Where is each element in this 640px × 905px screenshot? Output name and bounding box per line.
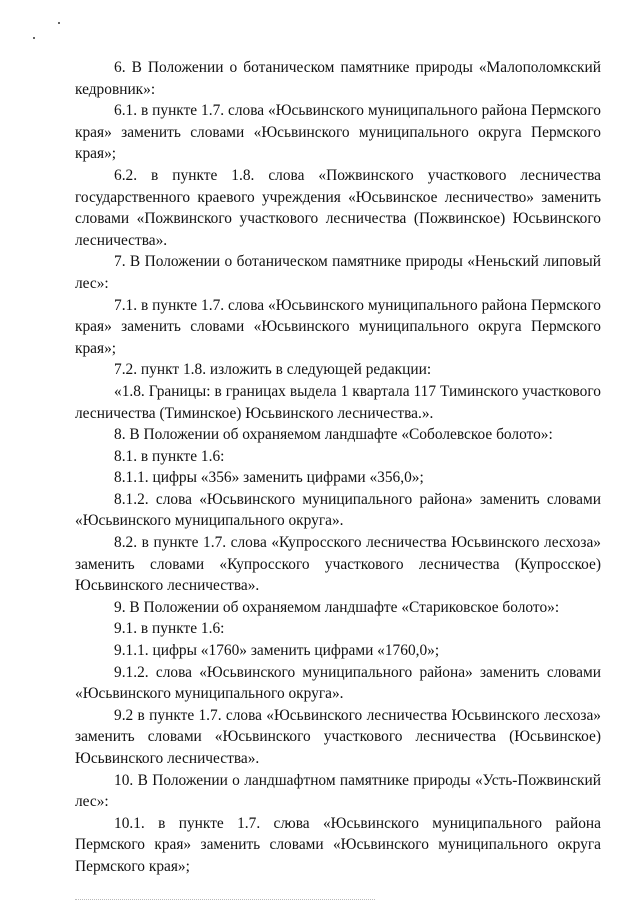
paragraph-9-2: 9.2 в пункте 1.7. слова «Юсьвинского лесничества Юсьвинского лесхоза» заменить словами «Юсьвинского участкового лесничества (Юсьвинское) Юсьвинского лесничества». xyxy=(75,706,601,767)
paragraph-7-2: 7.2. пункт 1.8. изложить в следующей редакции: xyxy=(114,361,432,379)
paragraph-8-2: 8.2. в пункте 1.7. слова «Купросского лесничества Юсьвинского лесхоза» заменить словами «Купросского участкового лесничества (Купросское) Юсьвинского лесничества». xyxy=(75,534,601,595)
paragraph-7-1: 7.1. в пункте 1.7. слова «Юсьвинского муниципального района Пермского края» заменить словами «Юсьвинского муниципального округа Пермского края»; xyxy=(75,296,601,357)
scan-speck xyxy=(58,22,60,24)
scan-footer-artifact xyxy=(75,899,375,902)
paragraph-9-1: 9.1. в пункте 1.6: xyxy=(114,620,225,638)
paragraph-8-1-2: 8.1.2. слова «Юсьвинского муниципального района» заменить словами «Юсьвинского муниципального округа». xyxy=(75,490,601,530)
document-body xyxy=(75,57,601,878)
paragraph-7: 7. В Положении о ботаническом памятнике природы «Неньский липовый лес»: xyxy=(75,253,601,292)
scan-speck xyxy=(33,37,35,39)
paragraph-6-2: 6.2. в пункте 1.8. слова «Пожвинского участкового лесничества государственного краевого учреждения «Юсьвинское лесничество» заменить словами «Пожвинского участкового лесничества (Пожвинское) Юсьвинского лесничества». xyxy=(75,166,601,249)
paragraph-10: 10. В Положении о ландшафтном памятнике природы «Усть-Пожвинский лес»: xyxy=(75,771,601,811)
paragraph-9-1-2: 9.1.2. слова «Юсьвинского муниципального района» заменить словами «Юсьвинского муниципального округа». xyxy=(75,663,601,703)
paragraph-8: 8. В Положении об охраняемом ландшафте «Соболевское болото»: xyxy=(114,426,553,444)
paragraph-8-1: 8.1. в пункте 1.6: xyxy=(114,447,225,465)
paragraph-7-2-quote: «1.8. Границы: в границах выдела 1 квартала 117 Тиминского участкового лесничества (Тиминское) Юсьвинского лесничества.». xyxy=(75,382,601,422)
paragraph-9-1-1: 9.1.1. цифры «1760» заменить цифрами «1760,0»; xyxy=(114,642,440,660)
paragraph-6-1: 6.1. в пункте 1.7. слова «Юсьвинского муниципального района Пермского края» заменить словами «Юсьвинского муниципального округа Пермского края»; xyxy=(75,102,601,163)
paragraph-10-1: 10.1. в пункте 1.7. слова «Юсьвинского муниципального района Пермского края» заменить словами «Юсьвинского муниципального округа Пермского края»; xyxy=(75,814,601,875)
paragraph-8-1-1: 8.1.1. цифры «356» заменить цифрами «356,0»; xyxy=(114,469,424,487)
paragraph-9: 9. В Положении об охраняемом ландшафте «Стариковское болото»: xyxy=(114,598,560,616)
paragraph-6: 6. В Положении о ботаническом памятнике природы «Малополомкский кедровник»: xyxy=(75,59,601,98)
